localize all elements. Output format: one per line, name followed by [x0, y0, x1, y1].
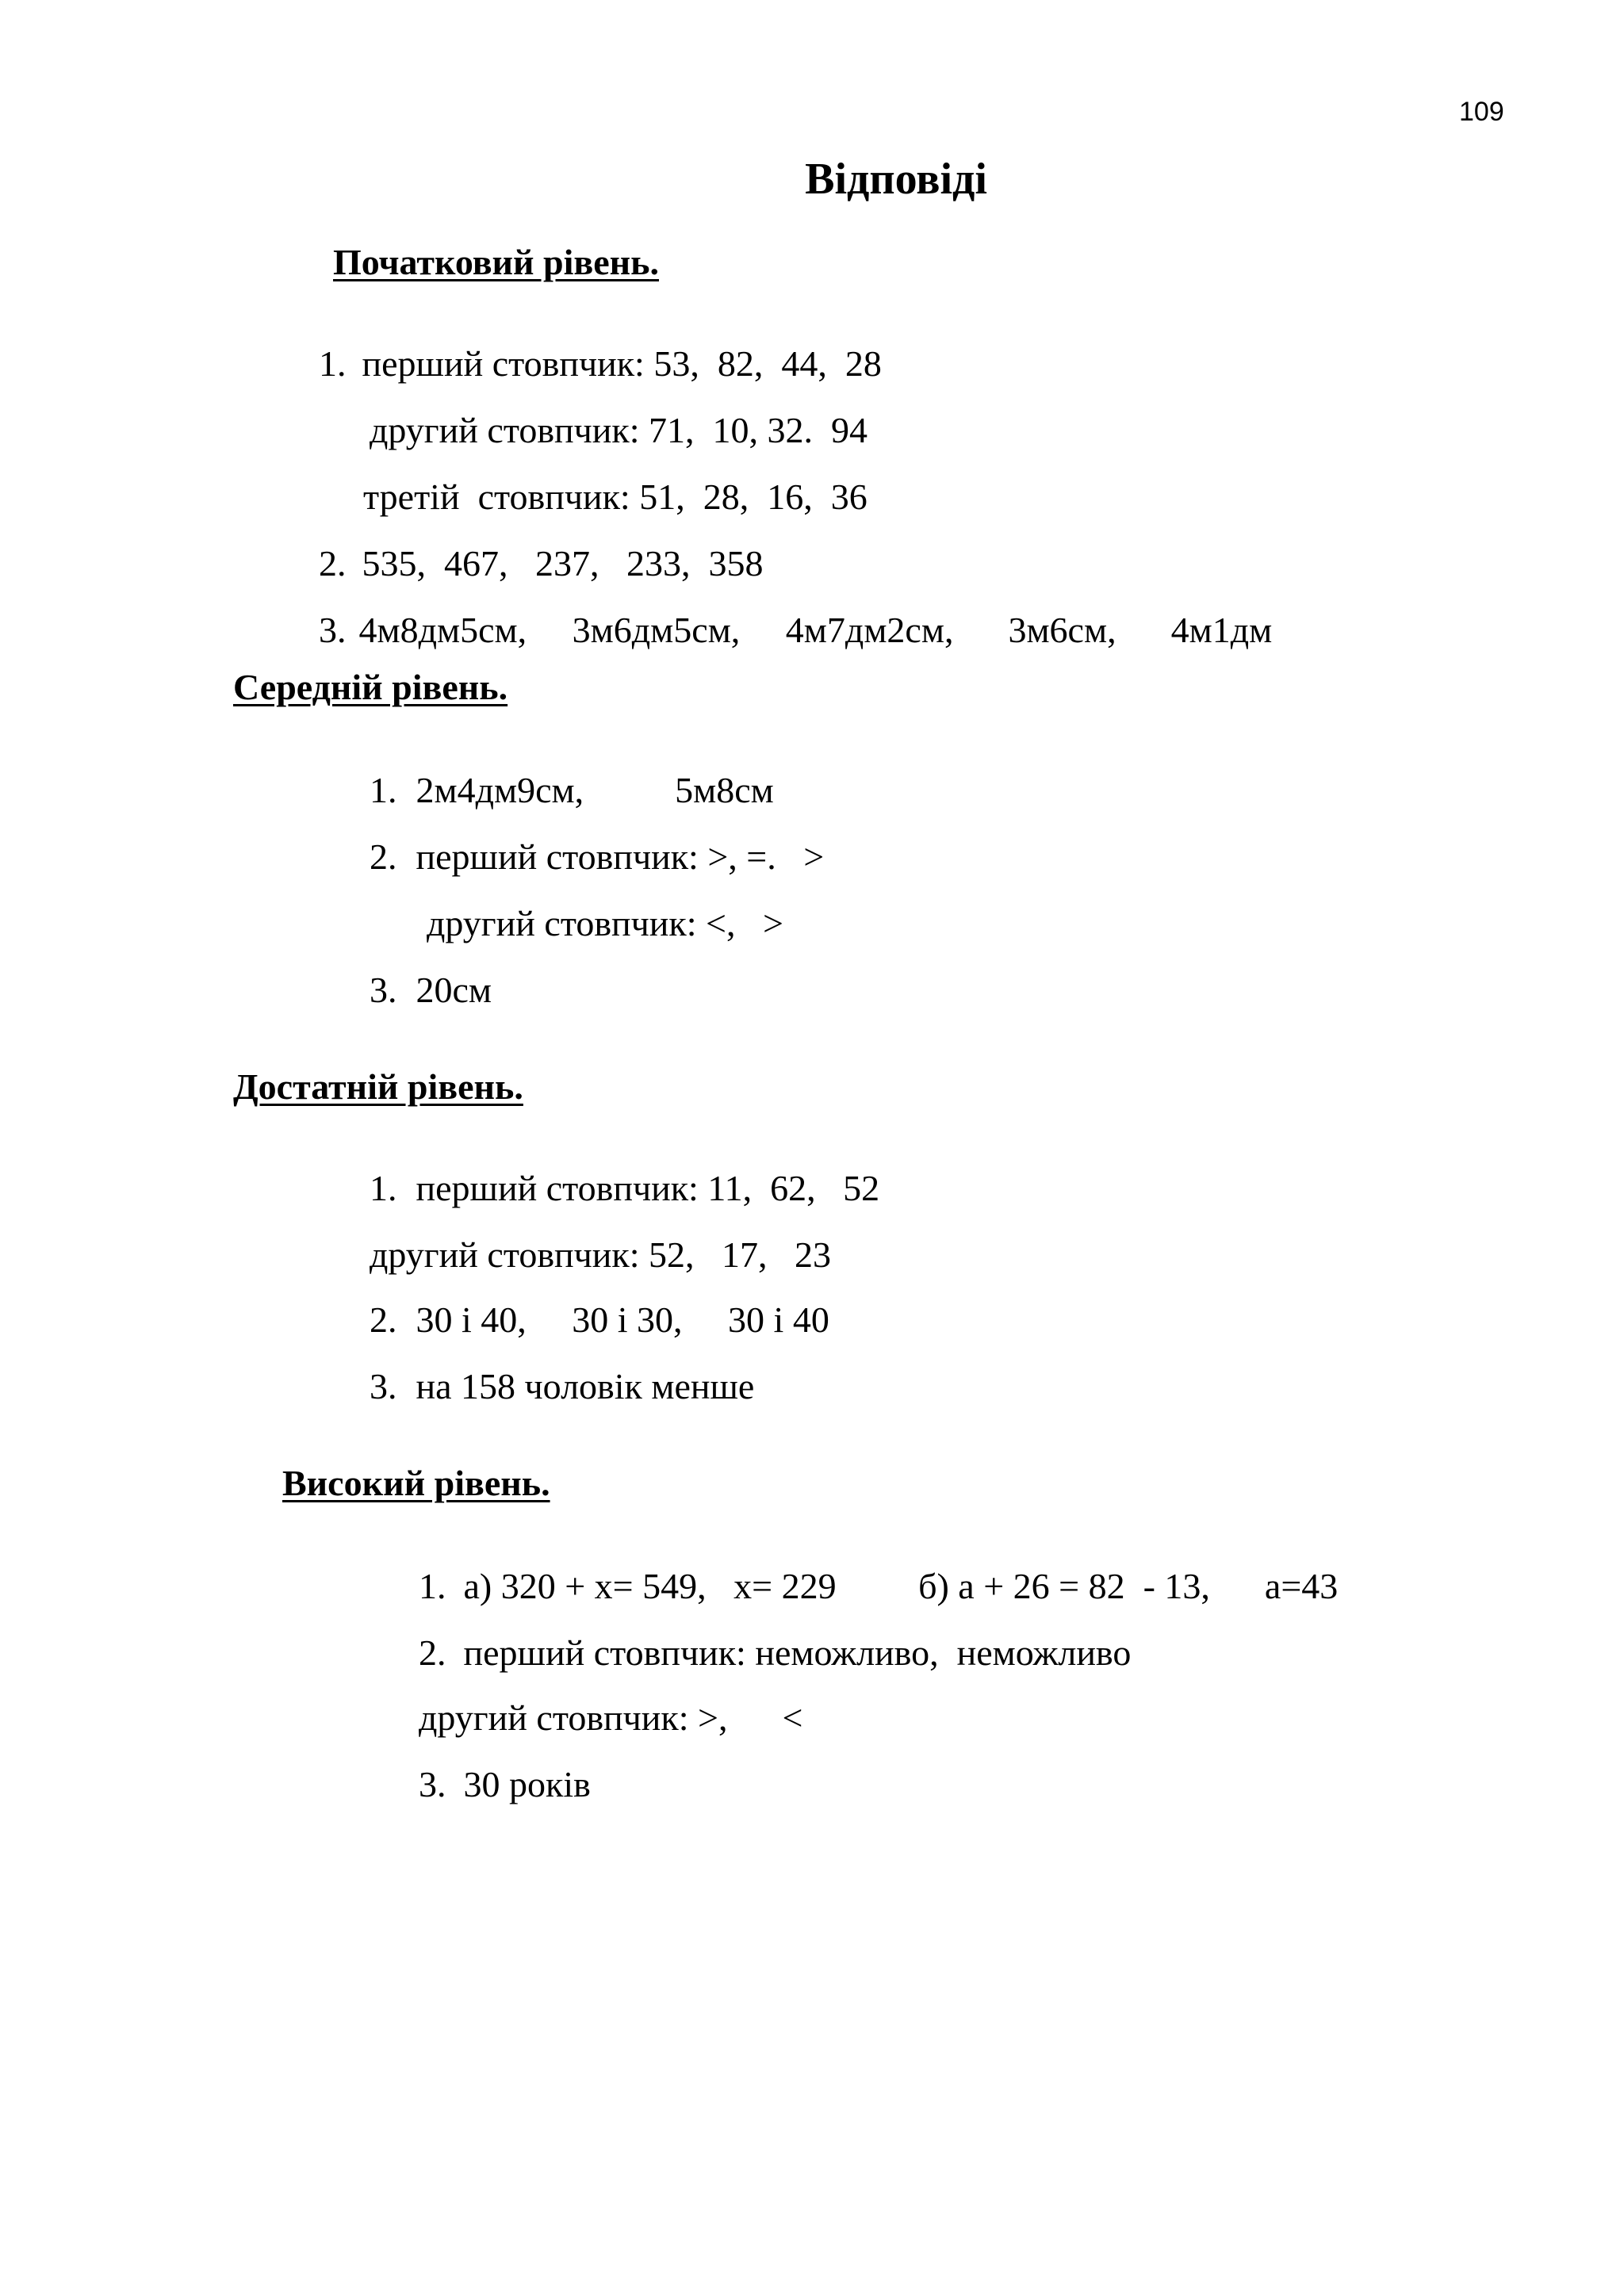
item-number: 2.	[319, 543, 347, 584]
answer-text: перший стовпчик: >, =. >	[416, 836, 825, 877]
item-number: 1.	[370, 770, 397, 810]
page-number: 109	[1459, 97, 1504, 127]
answer-text: перший стовпчик: 53, 82, 44, 28	[362, 343, 882, 384]
item-number: 3.	[370, 970, 397, 1010]
item-number: 2.	[370, 836, 397, 877]
answer-text: другий стовпчик: 52, 17, 23	[370, 1234, 832, 1275]
answer-text: перший стовпчик: 11, 62, 52	[416, 1168, 880, 1208]
answer-line	[333, 936, 492, 1045]
item-number: 1.	[370, 1168, 397, 1208]
answer-text: а) 320 + х= 549, х= 229 б) а + 26 = 82 - 13, а=43	[463, 1566, 1339, 1606]
answer-text: другий стовпчик: >, <	[419, 1697, 803, 1738]
section-heading-medium: Середній рівень.	[233, 667, 508, 707]
item-number: 3.	[419, 1764, 446, 1804]
page-title: Відповіді	[805, 155, 987, 204]
item-number: 3.	[319, 610, 347, 650]
item-number: 2.	[419, 1632, 446, 1673]
item-number: 1.	[419, 1566, 446, 1606]
answer-text: 535, 467, 237, 233, 358	[362, 543, 764, 584]
answer-text: другий стовпчик: <, >	[427, 903, 783, 943]
item-number: 3.	[370, 1366, 397, 1406]
answer-text: на 158 чоловік менше	[416, 1366, 755, 1406]
section-heading-high: Високий рівень.	[282, 1463, 550, 1503]
answer-text: 30 і 40, 30 і 30, 30 і 40	[416, 1299, 829, 1340]
answer-text: перший стовпчик: неможливо, неможливо	[463, 1632, 1132, 1673]
answer-text: 20см	[416, 970, 492, 1010]
answer-line	[333, 1332, 754, 1441]
answer-line	[382, 1730, 591, 1839]
item-number: 1.	[319, 343, 347, 384]
section-heading-initial: Початковий рівень.	[333, 242, 659, 282]
answer-text: 2м4дм9см, 5м8см	[416, 770, 774, 810]
answer-text: другий стовпчик: 71, 10, 32. 94	[370, 410, 868, 450]
answer-text: третій стовпчик: 51, 28, 16, 36	[363, 476, 868, 517]
item-number: 2.	[370, 1299, 397, 1340]
answer-text: 4м8дм5см, 3м6дм5см, 4м7дм2см, 3м6см, 4м1дм	[358, 610, 1273, 650]
answer-text: 30 років	[463, 1764, 591, 1804]
section-heading-sufficient: Достатній рівень.	[233, 1066, 523, 1107]
